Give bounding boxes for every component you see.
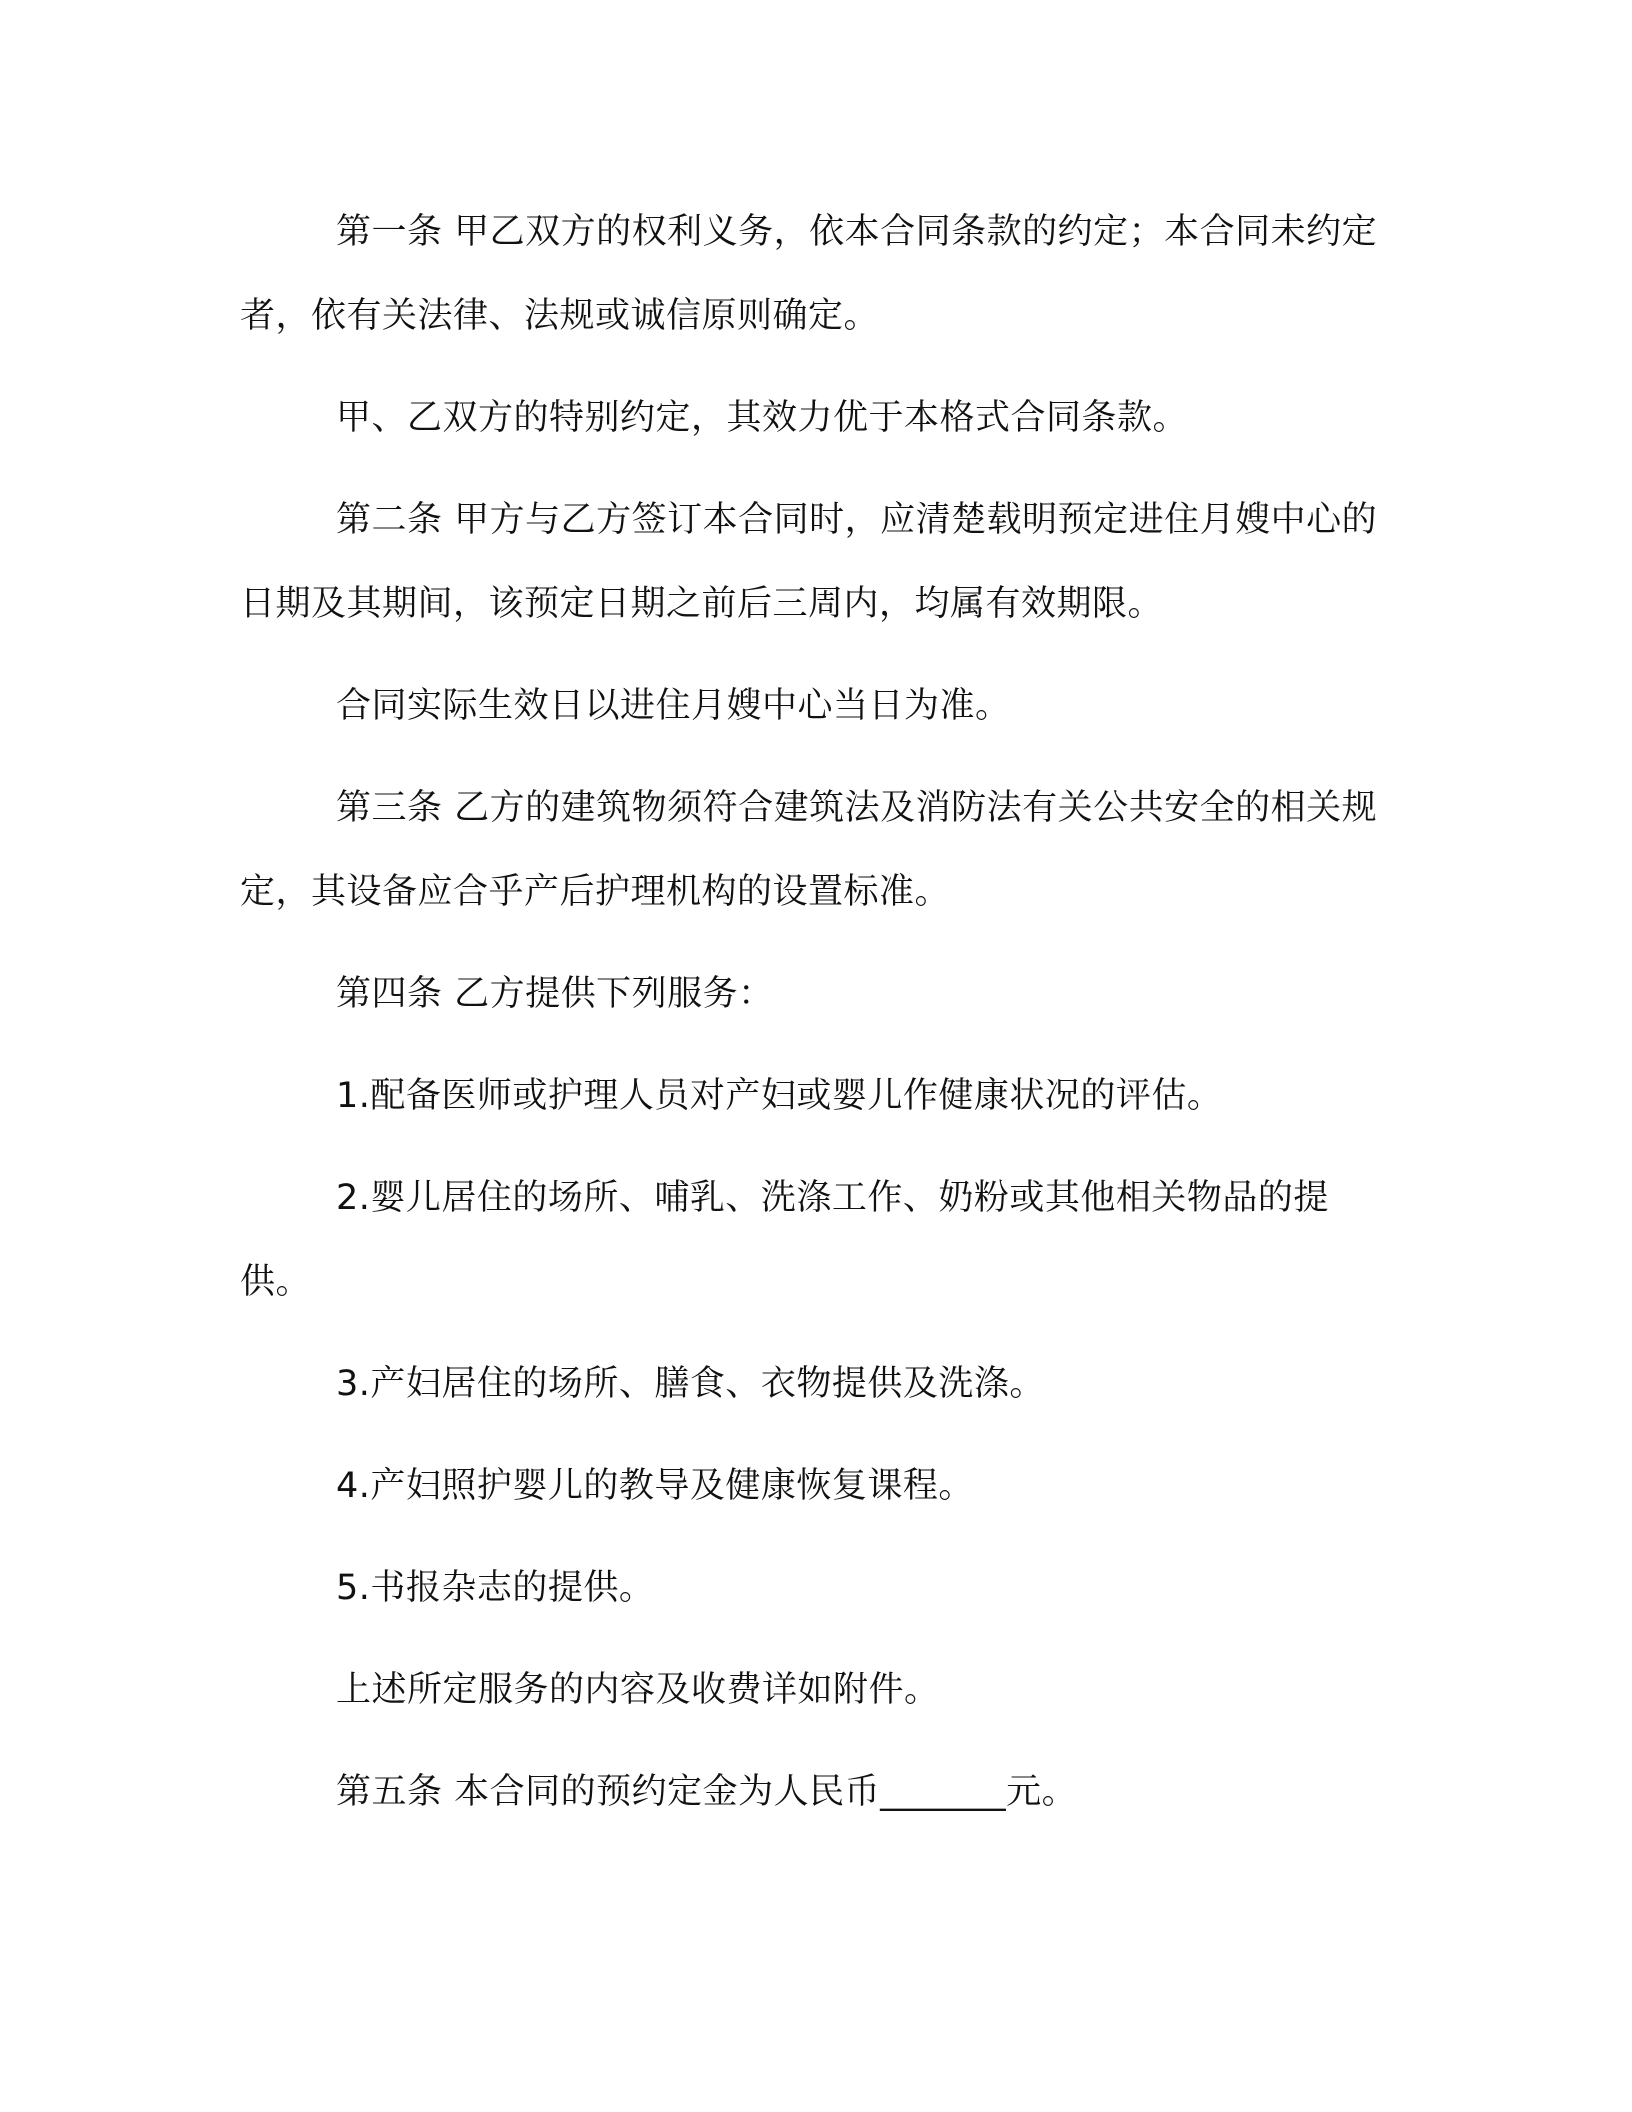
service-item-5: 5.书报杂志的提供。 xyxy=(336,1568,655,1608)
article-5-paragraph: 第五条 本合同的预约定金为人民币_______元。 xyxy=(336,1772,1078,1812)
article-3-paragraph: 第三条 乙方的建筑物须符合建筑法及消防法有关公共安全的相关规定，其设备应合乎产后护理机构的设置标准。 xyxy=(240,788,1378,912)
service-fee-note: 上述所定服务的内容及收费详如附件。 xyxy=(336,1670,940,1710)
service-item-2: 2.婴儿居住的场所、哺乳、洗涤工作、奶粉或其他相关物品的提供。 xyxy=(240,1178,1329,1302)
effective-date-paragraph: 合同实际生效日以进住月嫂中心当日为准。 xyxy=(336,686,1011,726)
article-1-paragraph: 第一条 甲乙双方的权利义务，依本合同条款的约定；本合同未约定者，依有关法律、法规或诚信原则确定。 xyxy=(240,212,1378,336)
special-agreement-paragraph: 甲、乙双方的特别约定，其效力优于本格式合同条款。 xyxy=(336,398,1189,438)
service-item-3: 3.产妇居住的场所、膳食、衣物提供及洗涤。 xyxy=(336,1364,1045,1404)
document-page xyxy=(240,190,1380,1852)
service-item-1: 1.配备医师或护理人员对产妇或婴儿作健康状况的评估。 xyxy=(336,1076,1223,1116)
article-2-paragraph: 第二条 甲方与乙方签订本合同时，应清楚载明预定进住月嫂中心的日期及其期间，该预定日期之前后三周内，均属有效期限。 xyxy=(240,500,1378,624)
article-4-paragraph: 第四条 乙方提供下列服务： xyxy=(336,974,774,1014)
service-item-4: 4.产妇照护婴儿的教导及健康恢复课程。 xyxy=(336,1466,974,1506)
